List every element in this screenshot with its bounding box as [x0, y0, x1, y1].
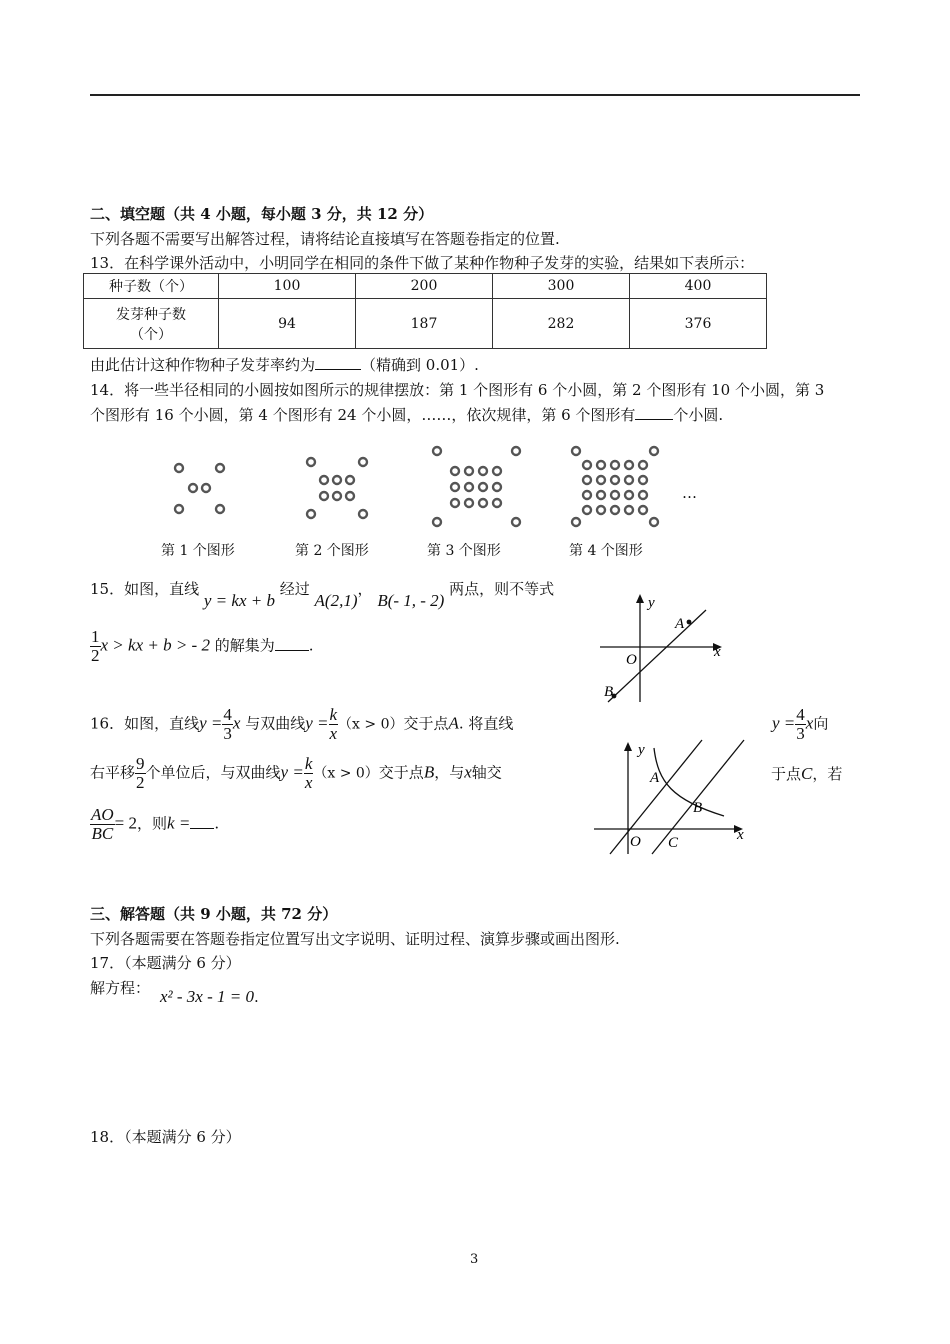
- row1-label: 种子数（个）: [84, 274, 219, 299]
- q14-line1: 14．将一些半径相同的小圆按如图所示的规律摆放：第 1 个图形有 6 个小圆，第 2 个图形有 10 个小圆，第 3: [90, 381, 825, 399]
- figure-caption-2: 第 2 个图形: [295, 543, 369, 559]
- q16-line3: [90, 806, 219, 843]
- header-rule: [90, 94, 860, 96]
- q15-comma: ，: [357, 580, 373, 598]
- row2-label-a: 发芽种子数: [116, 306, 186, 323]
- q17-title: 17．（本题满分 6 分）: [90, 954, 241, 972]
- seeds-cell: 400: [630, 274, 767, 299]
- frac-denominator: 3: [223, 724, 232, 743]
- q16-fig-c-label: C: [668, 835, 679, 851]
- frac-numerator: k: [304, 754, 313, 773]
- fraction-nine-halves: [135, 755, 146, 792]
- q16-x-axis: 轴交: [471, 763, 502, 782]
- q16-x: x: [464, 762, 472, 782]
- row2-label-b: （个）: [130, 326, 172, 343]
- pattern-figure-3: [433, 447, 520, 526]
- q16-y-eq: y =: [280, 762, 304, 782]
- q16-x: x: [232, 713, 241, 733]
- germinated-cell: 187: [356, 299, 493, 349]
- q15-line-equation: y = kx + b: [203, 591, 275, 610]
- page-number: 3: [470, 1252, 479, 1267]
- table-row: [84, 274, 767, 299]
- answer-blank: [315, 355, 361, 370]
- q16-point-a: A: [448, 713, 459, 733]
- q15-fig-a-label: A: [675, 616, 685, 632]
- q16-fig-b-label: B: [693, 800, 703, 816]
- q16-then: ，则: [137, 814, 168, 833]
- fraction-ao-over-bc: [90, 806, 115, 843]
- q16-line1: [90, 706, 513, 743]
- q15-end: .: [308, 636, 314, 655]
- q16-if: ，若: [812, 765, 843, 783]
- q16-shift: . 将直线: [458, 714, 514, 733]
- q15-inequality: x > kx + b > - 2: [100, 635, 210, 655]
- q15-point-b: B(- 1, - 2): [377, 591, 445, 610]
- seeds-cell: 200: [356, 274, 493, 299]
- q16-fig-a-label: A: [650, 770, 660, 786]
- q16-end: .: [214, 814, 220, 833]
- q17-equation: x² - 3x - 1 = 0: [160, 987, 254, 1006]
- germinated-cell: 282: [493, 299, 630, 349]
- q16-at-c: 于点: [771, 765, 802, 783]
- q18-title: 18．（本题满分 6 分）: [90, 1128, 241, 1146]
- frac-denominator: BC: [91, 824, 114, 843]
- table-row: [84, 299, 767, 349]
- q16-y-eq: y =: [199, 713, 223, 733]
- section2-title: 二、填空题（共 4 小题，每小题 3 分，共 12 分）: [90, 205, 434, 223]
- section3-title: 三、解答题（共 9 小题，共 72 分）: [90, 905, 338, 923]
- q17-equation-wrap: [160, 987, 259, 1007]
- seed-table: [83, 273, 767, 349]
- q16-point-c: C: [801, 764, 813, 783]
- q16-fig-x-label: x: [737, 827, 744, 843]
- q15-line2: [90, 628, 314, 665]
- q16-fig-origin-label: O: [630, 834, 641, 850]
- fraction-k-over-x: [329, 706, 339, 743]
- circle-pattern-figures: [150, 440, 710, 535]
- q15-point-a: A(2,1): [314, 591, 358, 610]
- germinated-cell: 376: [630, 299, 767, 349]
- q16-line2a: 右平移: [90, 763, 136, 782]
- fraction-one-half: [90, 628, 101, 665]
- answer-blank: [190, 814, 214, 829]
- q15-fig-x-label: x: [714, 644, 721, 660]
- q13-after-end: （精确到 0.01）.: [361, 356, 479, 374]
- pattern-ellipsis: …: [682, 484, 697, 502]
- q15-suffix: 两点，则不等式: [449, 580, 555, 598]
- answer-blank: [635, 405, 673, 420]
- section2-instruction: 下列各题不需要写出解答过程，请将结论直接填写在答题卷指定的位置.: [90, 230, 560, 248]
- q14-line2a: 个图形有 16 个小圆，第 4 个图形有 24 个小圆，……，依次规律，第 6 个图形有: [90, 406, 636, 424]
- q13-after: [90, 354, 479, 375]
- q14-line2b: 个小圆.: [673, 406, 724, 424]
- q16-y-eq: y =: [772, 713, 796, 733]
- figure-caption-4: 第 4 个图形: [569, 543, 643, 559]
- figure-caption-1: 第 1 个图形: [161, 543, 235, 559]
- q16-fig-y-label: y: [638, 742, 645, 758]
- q16-equals-two: = 2: [114, 813, 138, 833]
- q15-fig-b-label: B: [604, 684, 614, 700]
- frac-denominator: 2: [136, 773, 145, 792]
- q16-k-eq: k =: [167, 813, 191, 833]
- fraction-four-thirds: [222, 706, 233, 743]
- q16-prefix: 16．如图，直线: [90, 714, 200, 733]
- seeds-cell: 100: [219, 274, 356, 299]
- q16-line2: [90, 755, 502, 792]
- q14-line2: [90, 404, 723, 425]
- pattern-figure-4: [572, 447, 658, 526]
- frac-numerator: 1: [91, 627, 100, 646]
- germinated-cell: 94: [219, 299, 356, 349]
- frac-denominator: 3: [796, 724, 805, 743]
- row2-label: [84, 299, 219, 349]
- pattern-figure-1: [175, 464, 224, 513]
- q15-fig-origin-label: O: [626, 652, 637, 668]
- q15-line1: [90, 578, 555, 610]
- q13-text: 13．在科学课外活动中，小明同学在相同的条件下做了某种作物种子发芽的实验，结果如下表所示：: [90, 254, 755, 272]
- q16-direction: 向: [813, 714, 829, 733]
- figure-caption-3: 第 3 个图形: [427, 543, 501, 559]
- q15-prefix: 15．如图，直线: [90, 580, 200, 598]
- q16-y-eq: y =: [305, 713, 329, 733]
- q15-fig-y-label: y: [648, 595, 655, 611]
- frac-numerator: 9: [136, 754, 145, 773]
- section3-instruction: 下列各题需要在答题卷指定位置写出文字说明、证明过程、演算步骤或画出图形.: [90, 930, 620, 948]
- frac-denominator: x: [329, 724, 338, 743]
- q16-condition: （x > 0）: [313, 765, 379, 782]
- q17-end: .: [253, 988, 259, 1006]
- q16-line2-right: [771, 763, 842, 784]
- fraction-k-over-x: [304, 755, 314, 792]
- frac-numerator: AO: [91, 805, 114, 824]
- q16-line2b: 个单位后，与双曲线: [145, 763, 281, 782]
- q13-after-text: 由此估计这种作物种子发芽率约为: [90, 356, 316, 374]
- seeds-cell: 300: [493, 274, 630, 299]
- q15-ask: 的解集为: [214, 636, 275, 655]
- frac-numerator: 4: [223, 705, 232, 724]
- frac-numerator: 4: [796, 705, 805, 724]
- frac-numerator: k: [329, 705, 338, 724]
- q16-line1-right: [772, 706, 828, 743]
- q16-condition: （x > 0）: [338, 716, 404, 733]
- q16-meet-a: 交于点: [403, 714, 449, 733]
- q16-with-hyperbola: 与双曲线: [245, 714, 306, 733]
- frac-denominator: 2: [91, 646, 100, 665]
- q16-meet-b: 交于点: [378, 763, 424, 782]
- answer-blank: [275, 636, 309, 651]
- q15-passes: 经过: [279, 580, 310, 598]
- q16-x: x: [805, 713, 814, 733]
- frac-denominator: x: [304, 773, 313, 792]
- q17-label: 解方程：: [90, 979, 151, 997]
- q15-coordinate-figure: [596, 590, 732, 710]
- q16-point-b: B: [423, 762, 435, 782]
- fraction-four-thirds: [795, 706, 806, 743]
- q16-with-x: ，与: [434, 763, 465, 782]
- q16-coordinate-figure: [592, 738, 752, 858]
- pattern-figure-2: [307, 458, 367, 518]
